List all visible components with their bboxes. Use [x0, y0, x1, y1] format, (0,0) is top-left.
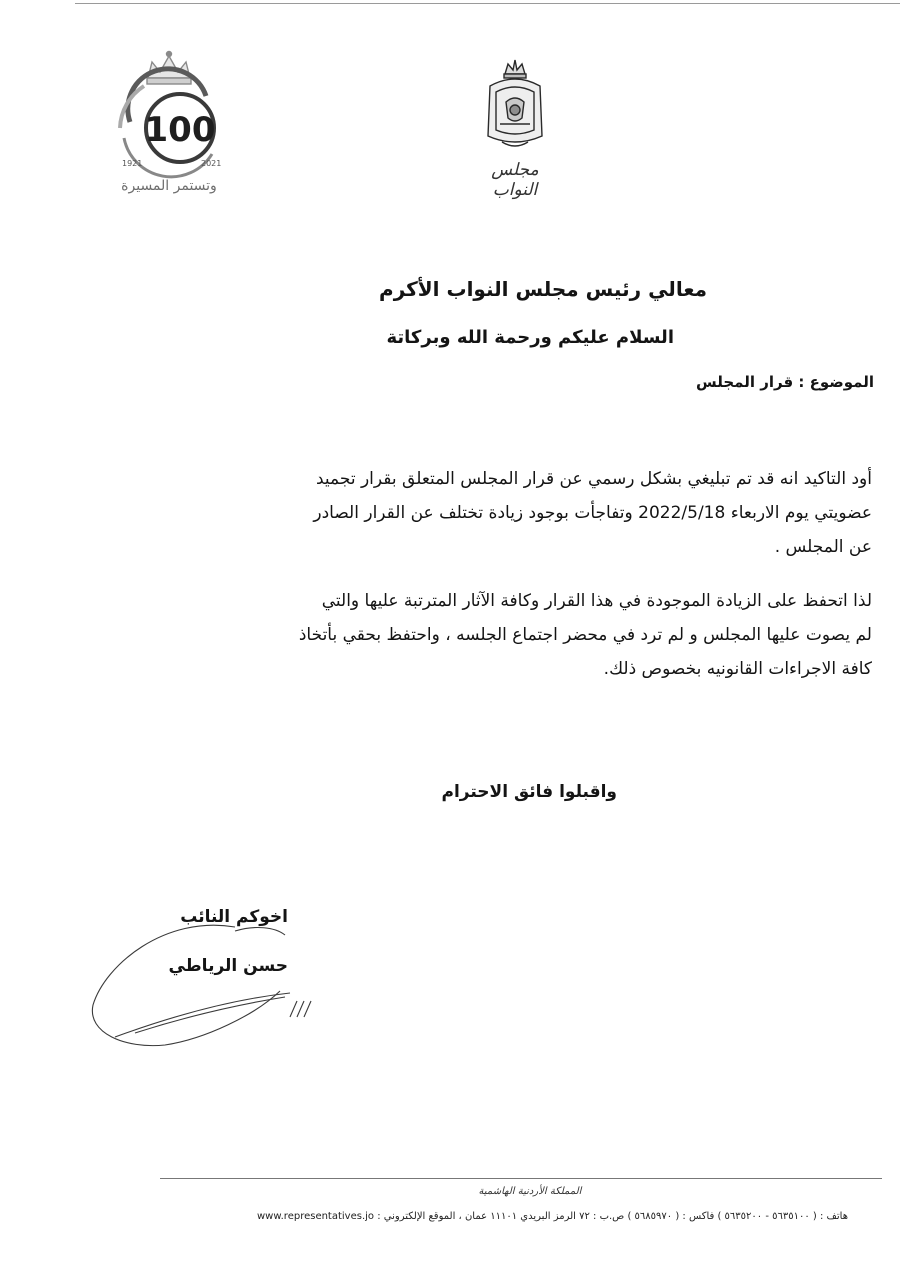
body-line: لم يصوت عليها المجلس و لم ترد في محضر اجتماع الجلسه ، واحتفظ بحقي بأتخاذ	[298, 625, 872, 645]
centenary-year-end: 2021	[201, 159, 222, 168]
footer-divider	[160, 1178, 882, 1179]
footer-kingdom-name: المملكة الأردنية الهاشمية	[478, 1186, 582, 1197]
signer-title: اخوكم النائب	[180, 907, 288, 927]
letter-closing: واقبلوا فائق الاحترام	[441, 782, 617, 802]
centenary-logo	[108, 50, 233, 200]
top-border-line	[75, 3, 900, 4]
handwritten-signature	[85, 905, 335, 1055]
coat-of-arms-icon	[480, 58, 550, 154]
signer-name: حسن الرياطي	[168, 956, 288, 976]
letter-subject: الموضوع : قرار المجلس	[696, 373, 874, 391]
house-name-calligraphy: مجلس النواب	[491, 160, 539, 200]
letter-greeting: السلام عليكم ورحمة الله وبركاتة	[386, 327, 674, 348]
body-line: أود التاكيد انه قد تم تبليغي بشكل رسمي عن قرار المجلس المتعلق بقرار تجميد	[315, 469, 872, 489]
body-line: لذا اتحفظ على الزيادة الموجودة في هذا القرار وكافة الآثار المترتبة عليها والتي	[321, 591, 872, 611]
parliament-emblem	[470, 58, 560, 198]
body-line: كافة الاجراءات القانونيه بخصوص ذلك.	[603, 659, 872, 679]
footer-contact-info: هاتف : ( ٥٦٣٥١٠٠ - ٥٦٣٥٢٠٠ ) فاكس : ( ٥٦٨٥٩٧٠ ) ص.ب : ٧٢ الرمز البريدي ١١١٠١ عمان ، الموقع الإلكتروني : www.representatives.jo	[257, 1211, 848, 1222]
centenary-number: 100	[144, 110, 216, 150]
centenary-crown-icon	[108, 50, 230, 180]
centenary-year-start: 1921	[122, 159, 143, 168]
body-line: عضويتي يوم الاربعاء 2022/5/18 وتفاجأت بوجود زيادة تختلف عن القرار الصادر	[313, 503, 872, 523]
centenary-slogan: وتستمر المسيرة	[121, 178, 217, 194]
paragraph-spacer	[28, 564, 872, 584]
letter-body	[28, 462, 872, 686]
letter-salutation: معالي رئيس مجلس النواب الأكرم	[379, 277, 707, 301]
body-line: عن المجلس .	[774, 537, 872, 557]
